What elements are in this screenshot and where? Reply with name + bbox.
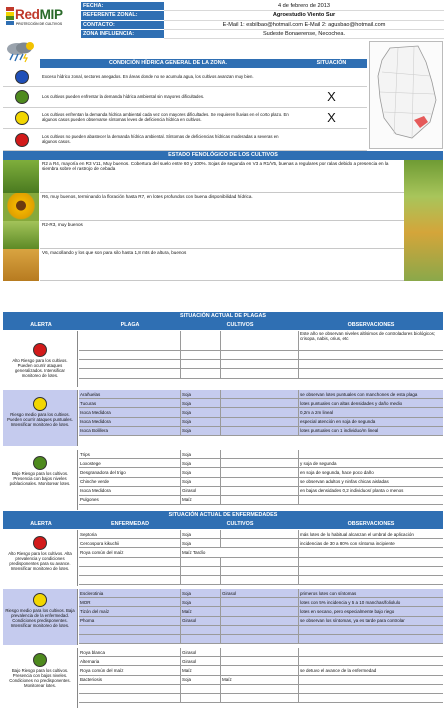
crop2-cell — [221, 390, 299, 398]
alert-description: Alto Riesgo para los cultivos. Alta prevalencia y condiciones predisponentes para su avance. Intensificar monitoreo de lotes. — [8, 551, 72, 571]
crop-cell: Soja — [181, 468, 221, 476]
header-value: E-Mail 1: esbilbao@hotmail.com E-Mail 2: agusbao@hotmail.com — [164, 21, 444, 30]
header-row-date — [81, 2, 444, 11]
pest-cell: Chinche verde — [79, 478, 181, 486]
table-row — [79, 648, 443, 657]
observation-cell: incidencias de 30 a 80% con síntoma incipiente — [300, 540, 395, 546]
crop-cell: Girasol — [181, 487, 221, 495]
observation-cell: Este año se observan niveles altísimos de controladores biológicos; crisopa, nabis, orius, etc — [300, 331, 436, 342]
water-mark: X — [327, 109, 336, 125]
crop2-cell — [221, 468, 299, 476]
pest-cell — [79, 331, 181, 350]
crop2-cell — [221, 539, 299, 547]
pests-group-low — [79, 450, 443, 505]
crop-cell: Soja — [181, 390, 221, 398]
phenology-row: R2 a R4, mayoría en R3 V11, Muy buenos. Cobertura del suelo entre 60 y 100%. Sojas de segunda en V3 a R1/V5, buenas a regulares por ralas debido a presencia en la siembra sobre el rastrojo de cebada — [40, 160, 404, 193]
col-observations-header: OBSERVACIONES — [347, 322, 395, 329]
green-alert-dot-icon — [33, 456, 47, 470]
crop2-cell — [221, 418, 299, 426]
table-row — [79, 478, 443, 487]
col-crops-header: CULTIVOS — [226, 322, 254, 329]
disease-cell: Cercospora kikuchii — [79, 539, 181, 547]
alert-description: Riesgo medio para los cultivos. Pueden ocurrir ataques puntuales. Intensificar monitoreo de lotes. — [7, 412, 73, 427]
water-row — [3, 68, 367, 87]
pest-cell: Isoca Medidora — [79, 418, 181, 426]
crop-cell: Soja — [181, 450, 221, 458]
table-row — [79, 450, 443, 459]
table-row — [79, 576, 443, 585]
crop2-cell — [221, 657, 299, 665]
observation-cell — [299, 548, 443, 556]
red-alert-dot-icon — [33, 536, 47, 550]
crop2-cell — [221, 598, 299, 606]
observation-cell: especial atención en soja de segunda — [300, 419, 376, 425]
logo-mark-icon — [6, 7, 14, 25]
header-value: Agroestudio Viento Sur — [164, 11, 444, 20]
disease-cell: Tizón del maíz — [79, 607, 181, 615]
soybean-plant-image — [3, 221, 39, 249]
disease-cell: Phoma — [79, 617, 181, 625]
table-row — [79, 589, 443, 598]
header-label: FECHA: — [81, 2, 164, 11]
alert-cell-medium — [3, 390, 78, 446]
col-alert-header: ALERTA — [30, 322, 52, 329]
crop2-cell — [221, 450, 299, 458]
sunflower-image — [3, 193, 39, 221]
pests-title: SITUACIÓN ACTUAL DE PLAGAS — [3, 312, 443, 321]
logo-subtitle: PROTECCIÓN DE CULTIVOS — [16, 22, 63, 26]
table-row — [79, 558, 443, 567]
diseases-title: SITUACIÓN ACTUAL DE ENFERMEDADES — [3, 511, 443, 520]
observation-cell: lotes puntuales con 1 individuo/m lineal — [300, 428, 379, 434]
diseases-group-high — [79, 530, 443, 585]
corn-image — [3, 249, 39, 281]
table-row — [79, 635, 443, 644]
green-status-dot-icon — [15, 90, 29, 104]
table-row — [79, 676, 443, 685]
table-row — [79, 567, 443, 576]
blue-status-dot-icon — [15, 70, 29, 84]
crop-cell: Soja — [181, 427, 221, 435]
crop-cell: Soja — [181, 459, 221, 467]
phenology-title: ESTADO FENOLÓGICO DE LOS CULTIVOS — [3, 151, 443, 160]
crop2-cell — [221, 487, 299, 495]
table-row — [79, 657, 443, 666]
logo-green-text: MIP — [39, 7, 63, 22]
water-description: Los cultivos pueden enfrentar la demanda hídrica ambiental sin mayores dificultades. — [42, 93, 205, 99]
crop-cell: Girasol — [181, 657, 221, 665]
crop2-cell — [221, 427, 299, 435]
col-crops-header: CULTIVOS — [226, 521, 254, 528]
disease-cell: Roya común del maíz — [79, 666, 181, 674]
table-row — [79, 399, 443, 408]
table-row — [79, 496, 443, 505]
table-row — [79, 539, 443, 548]
crop2-cell — [221, 666, 299, 674]
crop2-cell — [221, 331, 299, 350]
zone-map-icon — [369, 41, 443, 149]
observation-cell — [299, 496, 443, 504]
pest-cell: Isoca Bolillera — [79, 427, 181, 435]
disease-cell: Septoria — [79, 530, 181, 538]
header-row-zone — [81, 30, 444, 39]
water-description: Los cultivos no pueden abastecer la demanda hídrica ambiental. Síntomas de deficiencias hídricas moderadas a severas en algunos casos. — [42, 133, 279, 144]
disease-cell: MOR — [79, 598, 181, 606]
red-status-dot-icon — [15, 133, 29, 147]
observation-cell — [299, 657, 443, 665]
water-row — [3, 129, 367, 151]
col-alert-header: ALERTA — [30, 521, 52, 528]
table-row — [79, 607, 443, 616]
table-row — [79, 390, 443, 399]
yellow-alert-dot-icon — [33, 397, 47, 411]
crop2-cell — [221, 408, 299, 416]
observation-cell — [299, 450, 443, 458]
pest-cell: Loxostege — [79, 459, 181, 467]
table-row — [79, 548, 443, 557]
col-observations-header: OBSERVACIONES — [347, 521, 395, 528]
water-mark — [296, 129, 367, 150]
alert-cell-low — [3, 648, 78, 708]
disease-cell: Roya blanca — [79, 648, 181, 656]
phenology-row: V6, macollando y los que son para silo hasta 1,8 mts de altura, buenos — [40, 249, 404, 281]
observation-cell: en bajas densidades 0,2 individuos/ planta o menos — [300, 488, 404, 494]
table-row — [79, 468, 443, 477]
disease-cell: Alternaria — [79, 657, 181, 665]
header-row-contact — [81, 21, 444, 30]
diseases-table-header — [3, 520, 443, 529]
crop-cell — [181, 331, 221, 350]
table-row — [79, 360, 443, 369]
crop-cell: Soja — [181, 530, 221, 538]
crop-cell: Soja — [181, 598, 221, 606]
header-label: ZONA INFLUENCIA: — [81, 30, 164, 39]
alert-description: Alto Riesgo para los cultivos. Pueden ocurrir ataques generalizados. Intensificar monitoreo de lotes. — [12, 358, 68, 378]
observation-cell: se observan lotes puntuales con manchones de esta plaga — [300, 391, 418, 397]
phenology-row: R2-R3, muy buenos — [40, 221, 404, 249]
weather-icon — [3, 41, 36, 63]
alert-cell-low — [3, 450, 78, 510]
alert-cell-high — [3, 530, 78, 586]
crop2-cell: Girasol — [221, 589, 299, 597]
table-row — [79, 418, 443, 427]
crop2-cell — [221, 496, 299, 504]
pest-cell: Isoca Medidora — [79, 408, 181, 416]
table-row — [79, 598, 443, 607]
water-title: CONDICIÓN HÍDRICA GENERAL DE LA ZONA. — [40, 59, 296, 68]
crop-cell: Girasol — [181, 617, 221, 625]
crop-cell: Soja — [181, 589, 221, 597]
pest-cell: Pulgones — [79, 496, 181, 504]
header-label: CONTACTO: — [81, 21, 164, 30]
pests-group-medium — [79, 390, 443, 436]
water-mark — [296, 68, 367, 86]
crop2-cell — [221, 648, 299, 656]
observation-cell: y soja de segunda — [300, 460, 337, 466]
observation-cell: en soja de segunda, hace poco daño — [300, 469, 374, 475]
crop2-cell — [221, 478, 299, 486]
pest-cell: Tucuras — [79, 399, 181, 407]
disease-cell: Roya común del maíz — [79, 548, 181, 556]
col-disease-header: ENFERMEDAD — [110, 521, 150, 528]
crop2-cell: Maíz — [221, 676, 299, 684]
crop-cell: Soja — [181, 478, 221, 486]
header-label: REFERENTE ZONAL: — [81, 11, 164, 20]
header-value: 4 de febrero de 2013 — [164, 2, 444, 11]
pest-cell: Isoca Medidora — [79, 487, 181, 495]
table-row — [79, 487, 443, 496]
pest-cell: Desgranadora del trigo — [79, 468, 181, 476]
crop-cell: Soja — [181, 539, 221, 547]
table-row — [79, 694, 443, 703]
disease-cell: Esclerotinia — [79, 589, 181, 597]
crop2-cell — [221, 607, 299, 615]
table-row — [79, 617, 443, 626]
table-row — [79, 408, 443, 417]
crop-cell: Soja — [181, 399, 221, 407]
disease-cell: Bacteriosis — [79, 676, 181, 684]
pests-group-high — [79, 331, 443, 379]
crop-cell: Maíz — [181, 607, 221, 615]
soy-crop-image — [3, 160, 39, 193]
col-pest-header: PLAGA — [120, 322, 140, 329]
observation-cell: más lotes de lo habitual alcanzan el umbral de aplicación — [300, 531, 414, 537]
table-row — [79, 459, 443, 468]
crop-cell: Soja — [181, 676, 221, 684]
alert-description: Riesgo medio para los cultivos. Baja prevalencia de la enfermedad. Condiciones predisponentes. Intensificar monitoreo de lotes. — [5, 608, 75, 628]
crop-cell: Maíz Tardío — [181, 548, 299, 556]
green-alert-dot-icon — [33, 653, 47, 667]
water-row — [3, 87, 367, 108]
table-row — [79, 427, 443, 436]
observation-cell — [299, 648, 443, 656]
alert-description: Bajo Riesgo para los cultivos. Presencia con bajos niveles poblacionales. Monitorear lotes. — [9, 471, 71, 486]
crop-strip-image — [404, 160, 443, 281]
pest-cell: Trips — [79, 450, 181, 458]
crop-cell: Soja — [181, 418, 221, 426]
header-value: Sudeste Bonaerense, Necochea. — [164, 30, 444, 39]
observation-cell — [299, 676, 443, 684]
crop2-cell — [221, 530, 299, 538]
observation-cell: primeros lotes con síntomas — [300, 590, 357, 596]
crop-cell: Soja — [181, 408, 221, 416]
table-row — [79, 666, 443, 675]
crop-cell: Maíz — [181, 666, 221, 674]
water-description: Los cultivos enfrentan la demanda hídrica ambiental cada vez con mayores dificultades. Se requieren lluvias en el corto plazo. En algunos casos pueden observarse síntomas leves de deficiencia hídrica en cultivos. — [42, 112, 289, 122]
observation-cell: lotes con 5% incidencia y 5 a 10 manchas/foliolulo — [300, 599, 401, 605]
table-row — [79, 626, 443, 635]
crop2-cell — [221, 399, 299, 407]
yellow-alert-dot-icon — [33, 593, 47, 607]
red-alert-dot-icon — [33, 343, 47, 357]
alert-cell-medium — [3, 589, 78, 645]
table-row — [79, 685, 443, 694]
observation-cell: lotes puntuales con altas densidades y daño medio — [300, 400, 403, 406]
crop2-cell — [221, 617, 299, 625]
table-row — [79, 351, 443, 360]
yellow-status-dot-icon — [15, 111, 29, 125]
crop-cell: Girasol — [181, 648, 221, 656]
observation-cell: lotes en secano, pero especialmente bajo riego — [300, 608, 395, 614]
observation-cell: se observan adultos y ninfas chicas aisladas — [300, 479, 389, 485]
table-row — [79, 331, 443, 351]
pests-table-header — [3, 321, 443, 330]
water-description: Exceso hídrico zonal, sectores anegados. En áreas donde no se acumula agua, los cultivos avanzan muy bien. — [42, 73, 254, 79]
logo-word — [15, 7, 63, 23]
pest-cell: Arañuelas — [79, 390, 181, 398]
phenology-row: R6, muy buenos, terminando la floración hasta R7, en lotes profundos con buena disponibilidad hídrica. — [40, 193, 404, 221]
water-mark: X — [327, 88, 336, 104]
logo-red-text: Red — [15, 7, 40, 22]
observation-cell: 0,2m a 2m lineal — [300, 409, 334, 415]
observation-cell: se detuvo el avance de la enfermedad — [300, 667, 377, 673]
header-row-referent — [81, 11, 444, 20]
water-row — [3, 108, 367, 129]
diseases-group-low — [79, 648, 443, 703]
crop2-cell — [221, 459, 299, 467]
alert-description: Bajo Riesgo para los cultivos. Presencia con bajos niveles. Condiciones no predisponentes. Monitorear lotes. — [9, 668, 71, 688]
alert-cell-high — [3, 331, 78, 387]
observation-cell: se observan los síntomas, ya es tarde para controlar — [300, 618, 405, 624]
diseases-group-medium — [79, 589, 443, 644]
table-row — [79, 369, 443, 378]
water-situation-header: SITUACIÓN — [296, 59, 367, 68]
crop-cell: Maíz — [181, 496, 221, 504]
table-row — [79, 530, 443, 539]
redmip-logo — [3, 4, 81, 34]
